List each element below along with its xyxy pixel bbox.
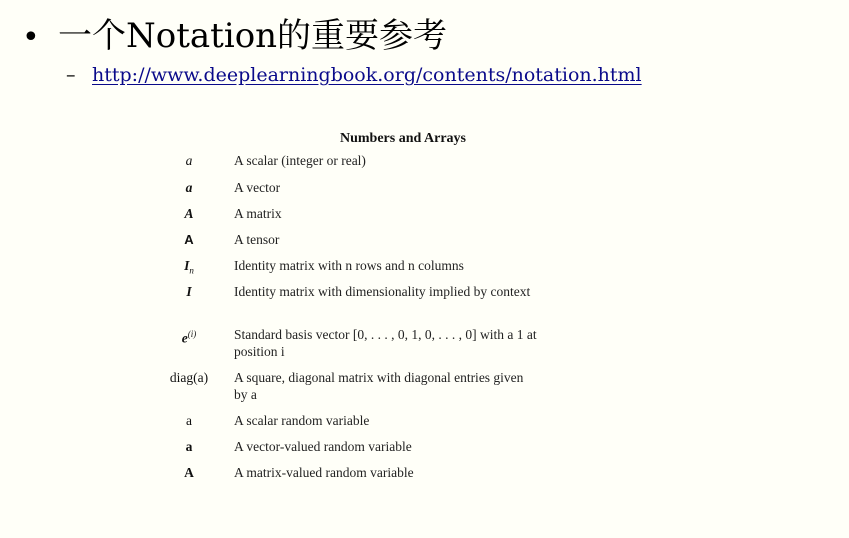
row-symbol: a <box>185 153 193 168</box>
sub-bullet <box>66 62 642 88</box>
row-symbol: A <box>184 465 194 480</box>
row-symbol: $e^{(i)}$ <box>181 329 197 346</box>
row-description: A matrix-valued random variable <box>234 465 414 480</box>
row-symbol: A <box>184 206 194 221</box>
row-description: A scalar random variable <box>234 413 370 428</box>
row-symbol: A <box>184 232 194 247</box>
row-description: A matrix <box>234 206 282 221</box>
row-symbol-superscript: (i) <box>187 329 197 339</box>
row-symbol: $I_n$ <box>184 258 194 276</box>
row-description: Identity matrix with n rows and n columns <box>234 258 464 273</box>
row-description: A square, diagonal matrix with diagonal entries given by a <box>234 370 524 402</box>
row-description: A vector <box>234 180 281 195</box>
row-symbol: diag(a) <box>169 370 209 385</box>
row-description: Standard basis vector [0, . . . , 0, 1, 0, . . . , 0] with a 1 at position i <box>234 327 537 359</box>
bullet-dot: • <box>22 20 40 55</box>
row-description: A scalar (integer or real) <box>234 153 366 168</box>
row-symbol: a <box>185 439 193 454</box>
row-symbol-subscript: n <box>189 265 194 276</box>
bullet-text: 一个Notation的重要参考 <box>58 16 448 56</box>
bullet-heading <box>22 14 447 60</box>
row-description: A tensor <box>234 232 280 247</box>
row-description: Identity matrix with dimensionality implied by context <box>234 284 531 299</box>
sub-dash: – <box>66 64 76 86</box>
section-title: Numbers and Arrays <box>340 131 467 146</box>
row-symbol: I <box>186 284 192 299</box>
row-description: A vector-valued random variable <box>234 439 412 454</box>
row-symbol: a <box>186 413 192 428</box>
row-symbol: a <box>185 180 193 195</box>
notation-link[interactable]: http://www.deeplearningbook.org/contents/notation.html <box>92 64 642 86</box>
